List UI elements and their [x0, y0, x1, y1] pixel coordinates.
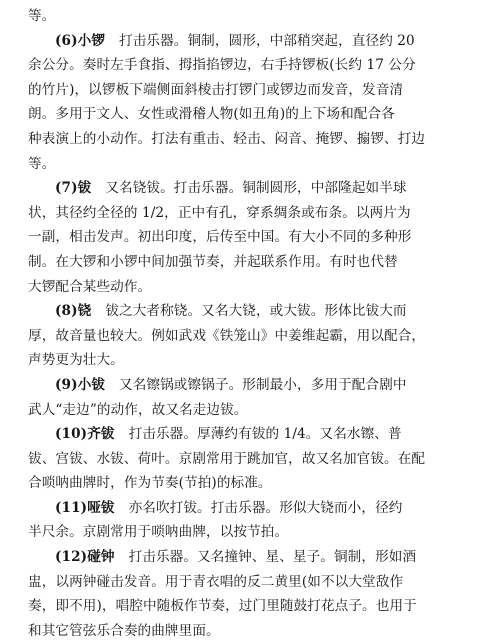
entry-6-term: 小锣: [77, 32, 106, 49]
text-line: 合唢呐曲牌时，作为节奏(节拍)的标准。: [28, 475, 272, 492]
text-line: 等。: [28, 155, 56, 172]
text-line: 盅，以两钟碰击发音。用于青衣唱的反二黄里(如不以大堂敌作: [28, 573, 404, 590]
entry-10-first-line: [28, 422, 470, 447]
entry-10-number: (10): [55, 426, 88, 443]
text-line: 武人“走边”的动作，故又名走边钹。: [28, 401, 248, 418]
entry-11-first-line: [28, 496, 470, 521]
entry-12-first-line: [28, 545, 470, 570]
text-line: 厚，故音量也较大。例如武戏《铁笼山》中姜维起霸，用以配合，: [28, 327, 426, 344]
text-line: 制。在大锣和小锣中间加强节奏，并起联系作用。有时也代替: [28, 253, 398, 270]
text-line: 一副，相击发声。初出印度，后传至中国。有大小不同的多种形: [28, 229, 412, 246]
entry-6-number: (6): [55, 32, 78, 49]
entry-9-term: 小钹: [77, 376, 106, 393]
text-line: 的竹片)，以锣板下端侧面斜棱击打锣门或锣边而发音，发音清: [28, 81, 404, 98]
entry-8-text: 钹之大者称铙。又名大铙，或大钹。形体比钹大而: [105, 303, 407, 320]
text-line: 钹、宫钹、水钹、荷叶。京剧常用于跳加官，故又名加官钹。在配: [28, 450, 426, 467]
entry-8-number: (8): [55, 303, 78, 320]
text-line: 声势更为壮大。: [28, 352, 124, 369]
entry-12-number: (12): [55, 549, 88, 566]
entry-10-term: 齐钹: [87, 426, 115, 443]
entry-9-first-line: [28, 373, 470, 398]
entry-9-number: (9): [55, 376, 78, 393]
text-line: 余公分。奏时左手食指、拇指掐锣边，右手持锣板(长约 17 公分: [28, 57, 416, 74]
entry-8-term: 铙: [77, 303, 92, 320]
entry-12-text: 打击乐器。又名撞钟、星、星子。铜制，形如酒: [128, 549, 417, 566]
text-line: 种表演上的小动作。打法有重击、轻击、闷音、掩锣、搧锣、打边: [28, 130, 426, 147]
text-line: 朗。多用于文人、女性或滑稽人物(如丑角)的上下场和配合各: [28, 106, 395, 123]
text-line: 半尺余。京剧常用于唢呐曲牌，以按节拍。: [28, 524, 289, 541]
entry-8-first-line: [28, 299, 470, 324]
entry-6-first-line: [28, 29, 470, 54]
entry-6-text: 打击乐器。铜制，圆形，中部稍突起，直径约 20: [119, 32, 415, 49]
text-line: 大锣配合某些动作。: [28, 278, 152, 295]
entry-7-number: (7): [55, 180, 78, 197]
entry-11-number: (11): [55, 499, 88, 516]
entry-11-text: 亦名吹打钹。打击乐器。形似大铙而小，径约: [128, 499, 403, 516]
entry-11-term: 哑钹: [87, 499, 115, 516]
entry-12-term: 碰钟: [87, 549, 115, 566]
text-line: 奏，即不用)，唱腔中随板作节奏，过门里随鼓打花点子。也用于: [28, 598, 417, 615]
entry-7-first-line: [28, 176, 470, 201]
text-line: 状，其径约全径的 1/2，正中有孔，穿系绸条或布条。以两片为: [28, 204, 411, 221]
entry-10-text: 打击乐器。厚薄约有钹的 1/4。又名水镲、普: [128, 426, 402, 443]
continuation-line: 等。: [28, 8, 56, 24]
entry-9-text: 又名镲锅或镲锅子。形制最小，多用于配合剧中: [119, 376, 407, 393]
text-line: 和其它管弦乐合奏的曲牌里面。: [28, 622, 220, 639]
entry-7-text: 又名铙钹。打击乐器。铜制圆形，中部隆起如半球: [105, 180, 407, 197]
entry-7-term: 钹: [77, 180, 92, 197]
